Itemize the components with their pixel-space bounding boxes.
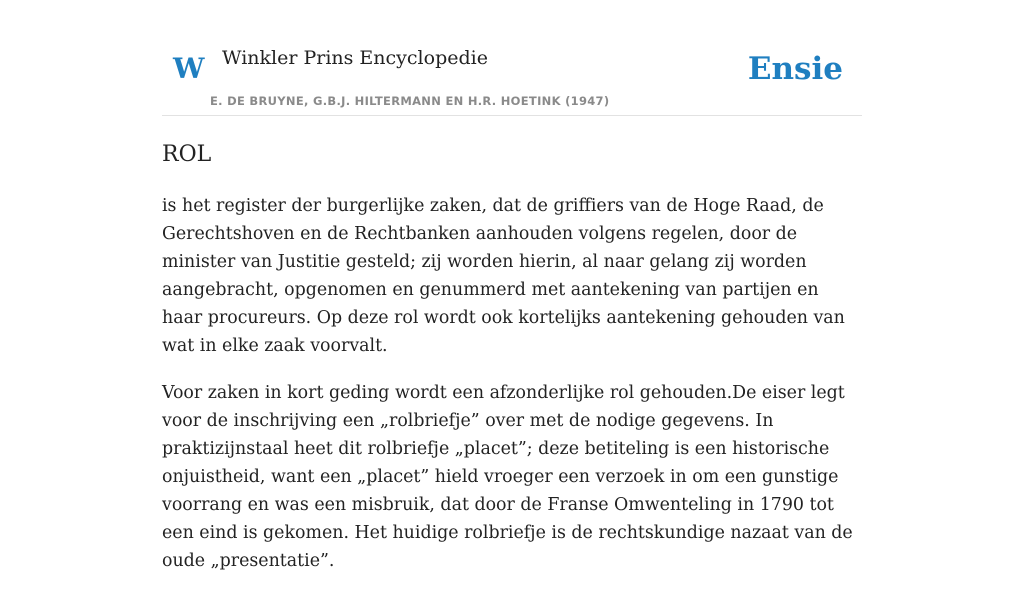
- entry-title: ROL: [162, 142, 212, 167]
- entry-paragraph: is het register der burgerlijke zaken, dat de griffiers van de Hoge Raad, de Gerechtshoven en de Rechtbanken aanhouden volgens regelen, door de minister van Justitie gesteld; zij worden hierin, al naar gelang zij worden aangebracht, opgenomen en genummerd met aantekening van partijen en haar procureurs. Op deze rol wordt ook kortelijks aantekening gehouden van wat in elke zaak voorvalt.: [162, 196, 845, 356]
- entry-paragraph: Voor zaken in kort geding wordt een afzonderlijke rol gehouden.De eiser legt voor de inschrijving een „rolbriefje” over met de nodige gegevens. In praktizijnstaal heet dit rolbriefje „placet”; deze betiteling is een historische onjuistheid, want een „placet” hield vroeger een verzoek in om een gunstige voorrang en was een misbruik, dat door de Franse Omwenteling in 1790 tot een eind is gekomen. Het huidige rolbriefje is de rechtskundige nazaat van de oude „presentatie”.: [162, 383, 853, 571]
- entry-body: [162, 192, 862, 594]
- source-authors: E. DE BRUYNE, G.B.J. HILTERMANN EN H.R. HOETINK (1947): [210, 94, 610, 108]
- winkler-prins-logo-icon[interactable]: W: [173, 52, 205, 85]
- source-header: [162, 0, 862, 116]
- ensie-logo[interactable]: Ensie: [747, 51, 843, 87]
- source-title[interactable]: Winkler Prins Encyclopedie: [222, 47, 488, 69]
